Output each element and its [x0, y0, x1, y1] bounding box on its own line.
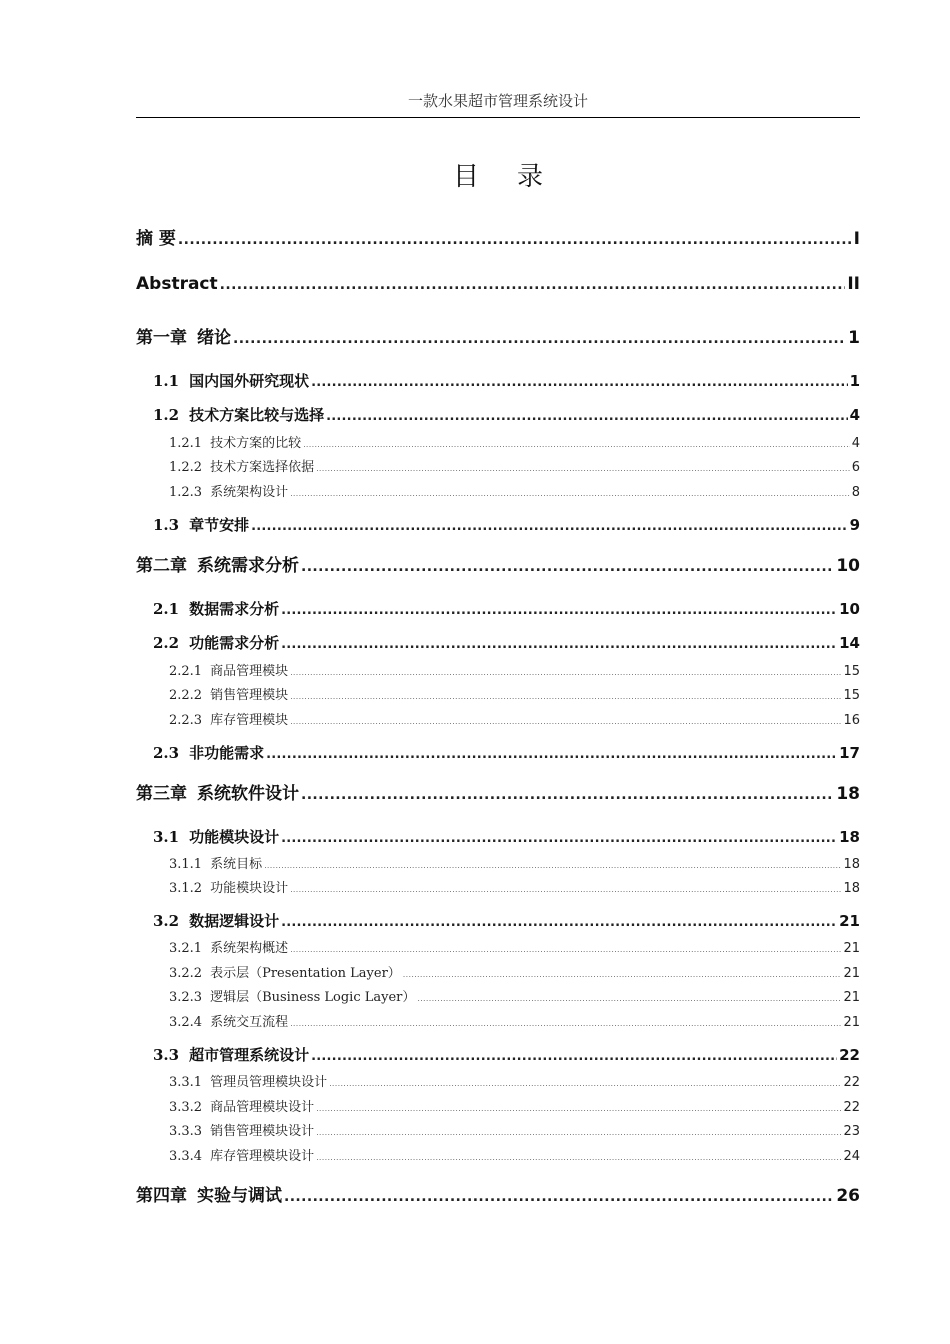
- toc-entry[interactable]: [169, 1011, 860, 1030]
- toc-entry-page-number: 24: [843, 1149, 860, 1164]
- toc-entry-page-number: 22: [843, 1075, 860, 1090]
- toc-entry-number: 3.3.3: [169, 1124, 203, 1139]
- toc-entry-text: 逻辑层（Business Logic Layer）: [210, 990, 416, 1005]
- dot-leader: [284, 1186, 834, 1206]
- toc-entry-page-number: 8: [851, 485, 860, 500]
- toc-entry-page-number: 18: [843, 857, 860, 872]
- dot-leader: [326, 406, 847, 424]
- toc-entry-number: 3.1.1: [169, 857, 203, 872]
- toc-entry-label: [169, 456, 314, 475]
- toc-entry-number: 第二章: [136, 556, 187, 576]
- toc-entry-label: [169, 481, 288, 500]
- toc-entry-page-number: 4: [851, 436, 860, 451]
- dot-leader: [233, 328, 846, 348]
- toc-entry-number: 2.2.1: [169, 664, 203, 679]
- toc-entry[interactable]: [169, 937, 860, 956]
- toc-entry-label: [153, 598, 279, 619]
- dot-leader: [266, 744, 837, 762]
- toc-entry-page-number: 26: [836, 1186, 860, 1206]
- toc-entry[interactable]: [153, 632, 860, 653]
- toc-entry-label: [153, 404, 324, 425]
- toc-entry-label: [169, 660, 288, 679]
- toc-entry-page-number: 1: [849, 372, 860, 390]
- toc-entry-page-number: 18: [839, 828, 860, 846]
- toc-entry-page-number: 23: [843, 1124, 860, 1139]
- toc-entry-page-number: 4: [849, 406, 860, 424]
- toc-entry-label: [136, 323, 231, 348]
- toc-entry-text: 商品管理模块设计: [210, 1100, 315, 1115]
- toc-entry-page-number: 16: [843, 713, 860, 728]
- toc-entry-label: [169, 1011, 288, 1030]
- toc-entry[interactable]: [169, 709, 860, 728]
- toc-entry-label: [136, 274, 218, 294]
- dot-leader: [264, 857, 841, 872]
- toc-entry-text: 销售管理模块设计: [210, 1124, 315, 1139]
- toc-entry-number: 2.1: [153, 600, 180, 618]
- toc-entry-text: 系统交互流程: [210, 1015, 289, 1030]
- toc-entry-number: 3.2: [153, 912, 180, 930]
- dot-leader: [316, 460, 850, 475]
- toc-entry-label: [136, 551, 299, 576]
- toc-entry-text: 绪论: [197, 328, 231, 348]
- toc-entry[interactable]: [136, 224, 860, 249]
- toc-entry-text: 非功能需求: [189, 744, 265, 762]
- toc-entry[interactable]: [169, 432, 860, 451]
- toc-entry-label: [153, 742, 264, 763]
- toc-entry-page-number: 21: [843, 1015, 860, 1030]
- toc-entry[interactable]: [136, 323, 860, 348]
- toc-entry-text: 实验与调试: [197, 1186, 282, 1206]
- toc-entry-text: 商品管理模块: [210, 664, 289, 679]
- dot-leader: [316, 1100, 841, 1115]
- toc-entry-label: [169, 962, 401, 981]
- dot-leader: [290, 664, 841, 679]
- dot-leader: [281, 600, 837, 618]
- toc-entry-label: [169, 853, 262, 872]
- toc-entry-text: 技术方案比较与选择: [189, 406, 325, 424]
- toc-entry-text: 章节安排: [189, 516, 250, 534]
- toc-entry-text: 系统架构概述: [210, 941, 289, 956]
- toc-entry-page-number: 15: [843, 688, 860, 703]
- toc-entry-text: 技术方案选择依据: [210, 460, 315, 475]
- toc-entry[interactable]: [153, 1044, 860, 1065]
- toc-entry[interactable]: [169, 481, 860, 500]
- toc-entry[interactable]: [169, 853, 860, 872]
- dot-leader: [311, 372, 847, 390]
- toc-entry-text: 系统需求分析: [197, 556, 299, 576]
- toc-entry[interactable]: [153, 910, 860, 931]
- toc-entry-number: 3.2.2: [169, 966, 203, 981]
- toc-entry-number: 1.2.2: [169, 460, 203, 475]
- toc-entry-page-number: 21: [843, 990, 860, 1005]
- toc-entry-number: 第四章: [136, 1186, 187, 1206]
- toc-entry-text: 系统软件设计: [197, 784, 299, 804]
- toc-entry-page-number: I: [853, 229, 860, 249]
- toc-entry-page-number: 15: [843, 664, 860, 679]
- toc-entry-number: 2.3: [153, 744, 180, 762]
- toc-entry-number: 3.1.2: [169, 881, 203, 896]
- toc-entry-number: 2.2: [153, 634, 180, 652]
- dot-leader: [403, 966, 842, 981]
- toc-entry-page-number: 22: [839, 1046, 860, 1064]
- toc-entry-label: [153, 910, 279, 931]
- toc-entry-text: 库存管理模块: [210, 713, 289, 728]
- toc-entry-text: 超市管理系统设计: [189, 1046, 310, 1064]
- toc-entry-number: 1.1: [153, 372, 180, 390]
- toc-entry-text: 功能模块设计: [210, 881, 289, 896]
- toc-entry-page-number: 1: [848, 328, 860, 348]
- toc-entry[interactable]: [169, 1145, 860, 1164]
- toc-entry-page-number: 10: [839, 600, 860, 618]
- toc-entry-number: 第三章: [136, 784, 187, 804]
- toc-entry-number: 2.2.2: [169, 688, 203, 703]
- toc-entry-number: 3.3.1: [169, 1075, 203, 1090]
- toc-title-text: 目录: [452, 162, 581, 192]
- toc-entry[interactable]: [153, 742, 860, 763]
- toc-entry-number: 3.3.4: [169, 1149, 203, 1164]
- dot-leader: [311, 1046, 837, 1064]
- toc-entry-page-number: 6: [851, 460, 860, 475]
- dot-leader: [301, 556, 834, 576]
- dot-leader: [329, 1075, 841, 1090]
- toc-entry-page-number: 17: [839, 744, 860, 762]
- toc-entry[interactable]: [153, 514, 860, 535]
- toc-entry-page-number: 9: [849, 516, 860, 534]
- toc-entry-text: 数据逻辑设计: [189, 912, 280, 930]
- toc-entry-label: [169, 986, 415, 1005]
- toc-entry-label: [169, 1120, 314, 1139]
- dot-leader: [290, 485, 850, 500]
- toc-entry-label: [169, 684, 288, 703]
- toc-entry-text: 技术方案的比较: [210, 436, 302, 451]
- toc-entry-number: 3.2.4: [169, 1015, 203, 1030]
- dot-leader: [251, 516, 847, 534]
- toc-entry-text: 系统目标: [210, 857, 263, 872]
- dot-leader: [290, 1015, 841, 1030]
- toc-entry[interactable]: [169, 456, 860, 475]
- toc-title: [136, 156, 860, 193]
- toc-entry-text: 功能模块设计: [189, 828, 280, 846]
- toc-entry[interactable]: [153, 826, 860, 847]
- toc-entry-number: 2.2.3: [169, 713, 203, 728]
- toc-entry-text: 管理员管理模块设计: [210, 1075, 328, 1090]
- toc-entry[interactable]: [153, 598, 860, 619]
- toc-entry-number: 1.2.3: [169, 485, 203, 500]
- toc-entry[interactable]: [169, 877, 860, 896]
- toc-entry[interactable]: [169, 1096, 860, 1115]
- running-header: 一款水果超市管理系统设计: [136, 90, 860, 118]
- dot-leader: [301, 784, 834, 804]
- toc-entry-page-number: 21: [839, 912, 860, 930]
- toc-entry[interactable]: [136, 1181, 860, 1206]
- toc-entry-label: [153, 632, 279, 653]
- dot-leader: [417, 990, 841, 1005]
- dot-leader: [316, 1124, 841, 1139]
- toc-entry-text: 功能需求分析: [189, 634, 280, 652]
- toc-entry-label: [169, 432, 301, 451]
- toc-entry-page-number: 22: [843, 1100, 860, 1115]
- toc-entry[interactable]: [136, 779, 860, 804]
- dot-leader: [281, 634, 837, 652]
- dot-leader: [290, 713, 841, 728]
- toc-entry-label: [153, 826, 279, 847]
- toc-entry-text: 库存管理模块设计: [210, 1149, 315, 1164]
- toc-entry-text: 系统架构设计: [210, 485, 289, 500]
- toc-entry-label: [169, 877, 288, 896]
- toc-entry-label: [153, 1044, 309, 1065]
- toc-entry-label: [169, 1145, 314, 1164]
- toc-entry-number: 3.2.1: [169, 941, 203, 956]
- toc-entry-text: 国内国外研究现状: [189, 372, 310, 390]
- toc-entry-label: [153, 370, 309, 391]
- toc-entry-label: [169, 709, 288, 728]
- dot-leader: [281, 828, 837, 846]
- toc-entry-page-number: 14: [839, 634, 860, 652]
- toc-entry-label: [169, 1071, 327, 1090]
- toc-entry-number: 1.3: [153, 516, 180, 534]
- dot-leader: [316, 1149, 841, 1164]
- dot-leader: [178, 229, 852, 249]
- toc-entry-text: 表示层（Presentation Layer）: [210, 966, 401, 981]
- toc-entry-number: 3.3: [153, 1046, 180, 1064]
- dot-leader: [290, 688, 841, 703]
- toc-entry[interactable]: [169, 962, 860, 981]
- toc-entry-page-number: 18: [836, 784, 860, 804]
- toc-entry[interactable]: [153, 404, 860, 425]
- toc-entry-number: 1.2: [153, 406, 180, 424]
- toc-entry-label: [136, 779, 299, 804]
- dot-leader: [220, 274, 846, 294]
- toc-entry-text: 数据需求分析: [189, 600, 280, 618]
- toc-entry-number: 3.3.2: [169, 1100, 203, 1115]
- toc-entry-number: 第一章: [136, 328, 187, 348]
- toc-entry[interactable]: [153, 370, 860, 391]
- toc-entry-label: [169, 1096, 314, 1115]
- toc-entry[interactable]: [169, 1071, 860, 1090]
- dot-leader: [303, 436, 850, 451]
- toc-entry-label: [136, 224, 176, 249]
- toc-entry-number: Abstract: [136, 274, 218, 294]
- toc-entry-number: 3.2.3: [169, 990, 203, 1005]
- toc-entry-page-number: 21: [843, 966, 860, 981]
- dot-leader: [290, 881, 841, 896]
- toc-entry[interactable]: [169, 660, 860, 679]
- dot-leader: [281, 912, 837, 930]
- toc-entry-label: [153, 514, 249, 535]
- toc-entry-text: 销售管理模块: [210, 688, 289, 703]
- toc-entry[interactable]: [169, 986, 860, 1005]
- toc-entry-page-number: 18: [843, 881, 860, 896]
- toc-entry-number: 1.2.1: [169, 436, 203, 451]
- toc-entry-label: [169, 937, 288, 956]
- dot-leader: [290, 941, 841, 956]
- toc-entry[interactable]: [136, 551, 860, 576]
- toc-entry-page-number: II: [847, 274, 860, 294]
- toc-entry-number: 3.1: [153, 828, 180, 846]
- toc-entry-label: [136, 1181, 282, 1206]
- toc-entry[interactable]: [169, 684, 860, 703]
- toc-entry[interactable]: [136, 274, 860, 294]
- toc-entry-number: 摘 要: [136, 229, 176, 249]
- toc-entry[interactable]: [169, 1120, 860, 1139]
- toc-entry-page-number: 21: [843, 941, 860, 956]
- toc-entry-page-number: 10: [836, 556, 860, 576]
